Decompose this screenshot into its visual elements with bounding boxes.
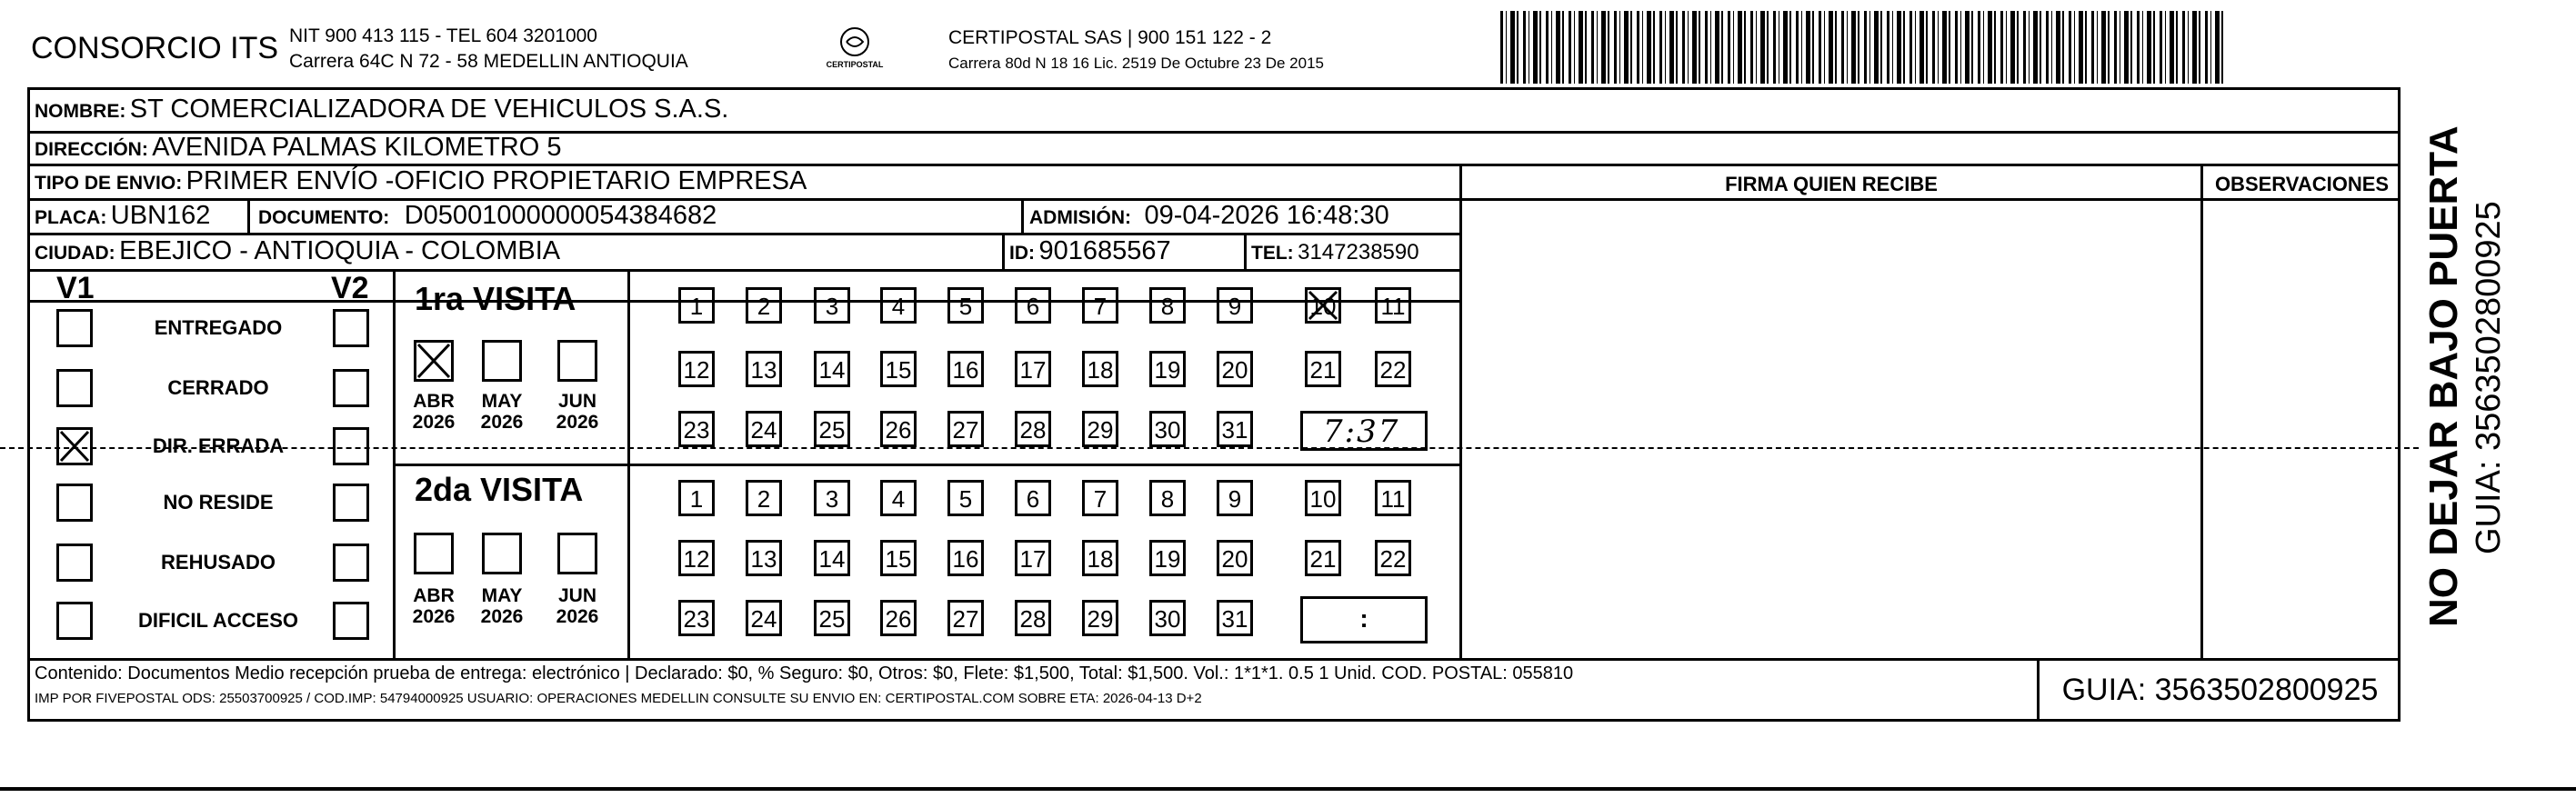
documento-label: DOCUMENTO: (258, 207, 390, 228)
visit1-day-17[interactable] (1015, 351, 1051, 387)
v2-label: V2 (331, 271, 369, 305)
day-number: 16 (952, 356, 979, 384)
visit2-day-18[interactable] (1082, 540, 1118, 576)
day-number: 31 (1221, 605, 1248, 633)
visit2-day-26[interactable] (880, 600, 917, 636)
visit1-day-11[interactable] (1375, 287, 1411, 324)
status-option-label: DIFICIL ACCESO (137, 609, 298, 632)
visit1-title: 1ra VISITA (415, 280, 576, 317)
status-option-label: REHUSADO (161, 551, 276, 574)
visit2-month-checkbox-2[interactable] (557, 533, 597, 574)
day-number: 2 (757, 293, 771, 320)
day-number: 7 (1093, 293, 1108, 320)
visit1-day-26[interactable] (880, 411, 917, 447)
footer-imp: IMP POR FIVEPOSTAL ODS: 25503700925 / COD.IMP: 54794000925 USUARIO: OPERACIONES MEDELLIN CONSULTE SU ENVIO EN: CERTIPOSTAL.COM SOBRE ETA: 2026-04-13 D+2 (35, 691, 1202, 706)
nombre-label: NOMBRE: (35, 101, 126, 122)
visit2-day-28[interactable] (1015, 600, 1051, 636)
visit2-time-box[interactable] (1300, 596, 1428, 643)
day-number: 8 (1160, 485, 1175, 513)
day-number: 28 (1019, 416, 1047, 444)
no-dejar-bajo-puerta: NO DEJAR BAJO PUERTA (2421, 125, 2466, 627)
month-year: 2026 (412, 606, 456, 627)
v1-checkbox-1[interactable] (56, 369, 93, 407)
v1-checkbox-5[interactable] (56, 602, 93, 640)
day-number: 17 (1019, 356, 1047, 384)
visit1-day-16[interactable] (947, 351, 984, 387)
day-number: 19 (1154, 545, 1181, 573)
v1-checkbox-2[interactable] (56, 427, 93, 465)
day-number: 15 (885, 356, 912, 384)
tel-value: 3147238590 (1298, 240, 1419, 264)
observaciones-header: OBSERVACIONES (2214, 173, 2390, 195)
visit2-month-checkbox-0[interactable] (414, 533, 454, 574)
day-number: 6 (1026, 293, 1040, 320)
visit2-day-20[interactable] (1217, 540, 1253, 576)
v2-checkbox-0[interactable] (333, 309, 369, 347)
admision-value: 09-04-2026 16:48:30 (1144, 201, 1389, 230)
month-name: JUN (557, 585, 596, 606)
visit2-day-1[interactable] (678, 480, 715, 516)
visit1-day-6[interactable] (1015, 287, 1051, 324)
visit1-day-22[interactable] (1375, 351, 1411, 387)
bottom-rule (0, 787, 2576, 791)
month-name: MAY (481, 391, 523, 412)
visit2-day-21[interactable] (1305, 540, 1341, 576)
visit1-day-19[interactable] (1149, 351, 1186, 387)
visit2-day-24[interactable] (746, 600, 782, 636)
documento-value: D05001000000054384682 (404, 201, 717, 230)
status-option-label: ENTREGADO (154, 316, 283, 339)
month-name: JUN (557, 391, 596, 412)
nombre-value: ST COMERCIALIZADORA DE VEHICULOS S.A.S. (129, 95, 729, 124)
day-number: 26 (885, 605, 912, 633)
visit2-day-15[interactable] (880, 540, 917, 576)
visit1-day-4[interactable] (880, 287, 917, 324)
month-year: 2026 (412, 412, 456, 433)
visit1-month-label (476, 391, 527, 433)
visit1-day-14[interactable] (814, 351, 850, 387)
barcode (1500, 11, 2228, 84)
v1-checkbox-3[interactable] (56, 484, 93, 522)
day-number: 14 (818, 545, 846, 573)
day-number: 17 (1019, 545, 1047, 573)
visit1-month-checkbox-2[interactable] (557, 340, 597, 382)
day-number: 1 (689, 485, 704, 513)
certipostal-logo-icon (814, 24, 896, 78)
footer-contenido: Contenido: Documentos Medio recepción prueba de entrega: electrónico | Declarado: $0, % Seguro: $0, Otros: $0, Flete: $1,500, Total: $1,500. Vol.: 1*1*1. 0.5 1 Unid. COD. POSTAL: 055810 (35, 663, 1574, 683)
day-number: 19 (1154, 356, 1181, 384)
month-name: ABR (413, 585, 455, 606)
visit1-time: 7:37 (1323, 414, 1400, 450)
day-number: 11 (1380, 485, 1406, 513)
day-number: 25 (818, 605, 846, 633)
day-number: 1 (689, 293, 704, 320)
visit1-day-31[interactable] (1217, 411, 1253, 447)
day-number: 27 (952, 416, 979, 444)
visit2-day-23[interactable] (678, 600, 715, 636)
id-label: ID: (1009, 243, 1035, 264)
day-number: 20 (1221, 545, 1248, 573)
v1-checkbox-0[interactable] (56, 309, 93, 347)
visit2-day-22[interactable] (1375, 540, 1411, 576)
ciudad-label: CIUDAD: (35, 243, 115, 264)
visit2-day-19[interactable] (1149, 540, 1186, 576)
visit2-day-14[interactable] (814, 540, 850, 576)
visit2-day-6[interactable] (1015, 480, 1051, 516)
placa-value: UBN162 (110, 201, 211, 230)
visit1-day-3[interactable] (814, 287, 850, 324)
visit2-day-30[interactable] (1149, 600, 1186, 636)
visit2-month-label (408, 585, 459, 627)
day-number: 18 (1087, 356, 1114, 384)
visit1-day-10[interactable] (1305, 287, 1341, 324)
visit2-day-13[interactable] (746, 540, 782, 576)
day-number: 24 (750, 416, 777, 444)
month-year: 2026 (480, 606, 524, 627)
day-number: 21 (1309, 545, 1337, 573)
month-year: 2026 (480, 412, 524, 433)
visit2-day-9[interactable] (1217, 480, 1253, 516)
day-number: 3 (825, 293, 839, 320)
day-number: 25 (818, 416, 846, 444)
day-number: 30 (1154, 605, 1181, 633)
visit2-day-29[interactable] (1082, 600, 1118, 636)
day-number: 12 (683, 545, 710, 573)
day-number: 29 (1087, 605, 1114, 633)
day-number: 21 (1309, 356, 1337, 384)
v2-checkbox-2[interactable] (333, 427, 369, 465)
visit2-day-10[interactable] (1305, 480, 1341, 516)
day-number: 6 (1026, 485, 1040, 513)
visit1-day-12[interactable] (678, 351, 715, 387)
visit1-month-checkbox-1[interactable] (482, 340, 522, 382)
day-number: 9 (1228, 293, 1242, 320)
certipostal-line1: CERTIPOSTAL SAS | 900 151 122 - 2 (948, 27, 1272, 48)
v2-checkbox-3[interactable] (333, 484, 369, 522)
tel-label: TEL: (1251, 243, 1294, 264)
visit1-day-1[interactable] (678, 287, 715, 324)
day-number: 10 (1309, 485, 1337, 513)
day-number: 11 (1380, 293, 1406, 320)
day-number: 13 (750, 356, 777, 384)
day-number: 16 (952, 545, 979, 573)
day-number: 7 (1093, 485, 1108, 513)
v1-checkbox-4[interactable] (56, 544, 93, 582)
day-number: 9 (1228, 485, 1242, 513)
visit2-day-27[interactable] (947, 600, 984, 636)
placa-label: PLACA: (35, 207, 107, 228)
v2-checkbox-4[interactable] (333, 544, 369, 582)
direccion-value: AVENIDA PALMAS KILOMETRO 5 (152, 133, 562, 162)
month-year: 2026 (556, 606, 599, 627)
day-number: 29 (1087, 416, 1114, 444)
day-number: 5 (958, 485, 973, 513)
day-number: 15 (885, 545, 912, 573)
admision-label: ADMISIÓN: (1029, 207, 1131, 228)
day-number: 13 (750, 545, 777, 573)
tipo-envio-value: PRIMER ENVÍO -OFICIO PROPIETARIO EMPRESA (185, 166, 807, 195)
status-option-label: NO RESIDE (163, 491, 274, 514)
v2-checkbox-5[interactable] (333, 602, 369, 640)
id-value: 901685567 (1038, 236, 1171, 265)
v2-checkbox-1[interactable] (333, 369, 369, 407)
visit2-day-5[interactable] (947, 480, 984, 516)
visit1-month-label (408, 391, 459, 433)
month-name: ABR (413, 391, 455, 412)
v1-label: V1 (56, 271, 95, 305)
visit1-day-9[interactable] (1217, 287, 1253, 324)
day-number: 8 (1160, 293, 1175, 320)
day-number: 23 (683, 416, 710, 444)
visit1-month-checkbox-0[interactable] (414, 340, 454, 382)
day-number: 22 (1379, 545, 1407, 573)
status-option-label: CERRADO (167, 376, 269, 399)
certipostal-line2: Carrera 80d N 18 16 Lic. 2519 De Octubre 23 De 2015 (948, 55, 1324, 72)
day-number: 23 (683, 605, 710, 633)
day-number: 10 (1309, 293, 1337, 320)
footer-guia: GUIA: 3563502800925 (2061, 673, 2379, 707)
visit2-month-label (552, 585, 603, 627)
visit2-time: : (1359, 604, 1368, 633)
visit1-day-15[interactable] (880, 351, 917, 387)
visit1-day-27[interactable] (947, 411, 984, 447)
visit2-day-31[interactable] (1217, 600, 1253, 636)
visit1-time-box[interactable] (1300, 411, 1428, 451)
visit2-title: 2da VISITA (415, 471, 584, 508)
nit-line: NIT 900 413 115 - TEL 604 3201000 (289, 25, 597, 46)
visit2-day-25[interactable] (814, 600, 850, 636)
visit2-day-12[interactable] (678, 540, 715, 576)
day-number: 4 (891, 293, 906, 320)
visit1-day-8[interactable] (1149, 287, 1186, 324)
visit1-day-18[interactable] (1082, 351, 1118, 387)
visit1-day-2[interactable] (746, 287, 782, 324)
visit1-day-24[interactable] (746, 411, 782, 447)
day-number: 24 (750, 605, 777, 633)
tipo-envio-label: TIPO DE ENVIO: (35, 173, 183, 194)
visit1-day-30[interactable] (1149, 411, 1186, 447)
visit2-day-3[interactable] (814, 480, 850, 516)
month-name: MAY (481, 585, 523, 606)
visit2-month-checkbox-1[interactable] (482, 533, 522, 574)
day-number: 14 (818, 356, 846, 384)
visit2-day-2[interactable] (746, 480, 782, 516)
day-number: 27 (952, 605, 979, 633)
fold-line (0, 447, 2419, 449)
status-option-label: DIR. ERRADA (152, 434, 285, 457)
day-number: 20 (1221, 356, 1248, 384)
day-number: 5 (958, 293, 973, 320)
visit1-day-23[interactable] (678, 411, 715, 447)
logo-text: CERTIPOSTAL (826, 60, 884, 69)
day-number: 3 (825, 485, 839, 513)
direccion-label: DIRECCIÓN: (35, 139, 148, 160)
month-year: 2026 (556, 412, 599, 433)
visit1-day-7[interactable] (1082, 287, 1118, 324)
visit2-day-8[interactable] (1149, 480, 1186, 516)
visit1-day-28[interactable] (1015, 411, 1051, 447)
day-number: 26 (885, 416, 912, 444)
visit1-day-13[interactable] (746, 351, 782, 387)
visit1-day-20[interactable] (1217, 351, 1253, 387)
company-address: Carrera 64C N 72 - 58 MEDELLIN ANTIOQUIA (289, 51, 688, 72)
visit2-month-label (476, 585, 527, 627)
day-number: 30 (1154, 416, 1181, 444)
visit1-day-5[interactable] (947, 287, 984, 324)
visit2-day-11[interactable] (1375, 480, 1411, 516)
day-number: 12 (683, 356, 710, 384)
day-number: 28 (1019, 605, 1047, 633)
company-name: CONSORCIO ITS (31, 31, 279, 65)
side-guia: GUIA: 3563502800925 (2470, 201, 2508, 554)
day-number: 18 (1087, 545, 1114, 573)
visit2-day-4[interactable] (880, 480, 917, 516)
day-number: 22 (1379, 356, 1407, 384)
visit1-day-29[interactable] (1082, 411, 1118, 447)
visit2-day-7[interactable] (1082, 480, 1118, 516)
firma-header: FIRMA QUIEN RECIBE (1725, 173, 1938, 195)
visit1-day-21[interactable] (1305, 351, 1341, 387)
day-number: 2 (757, 485, 771, 513)
visit2-day-17[interactable] (1015, 540, 1051, 576)
visit1-month-label (552, 391, 603, 433)
ciudad-value: EBEJICO - ANTIOQUIA - COLOMBIA (119, 236, 561, 265)
day-number: 4 (891, 485, 906, 513)
visit1-day-25[interactable] (814, 411, 850, 447)
visit2-day-16[interactable] (947, 540, 984, 576)
day-number: 31 (1221, 416, 1248, 444)
